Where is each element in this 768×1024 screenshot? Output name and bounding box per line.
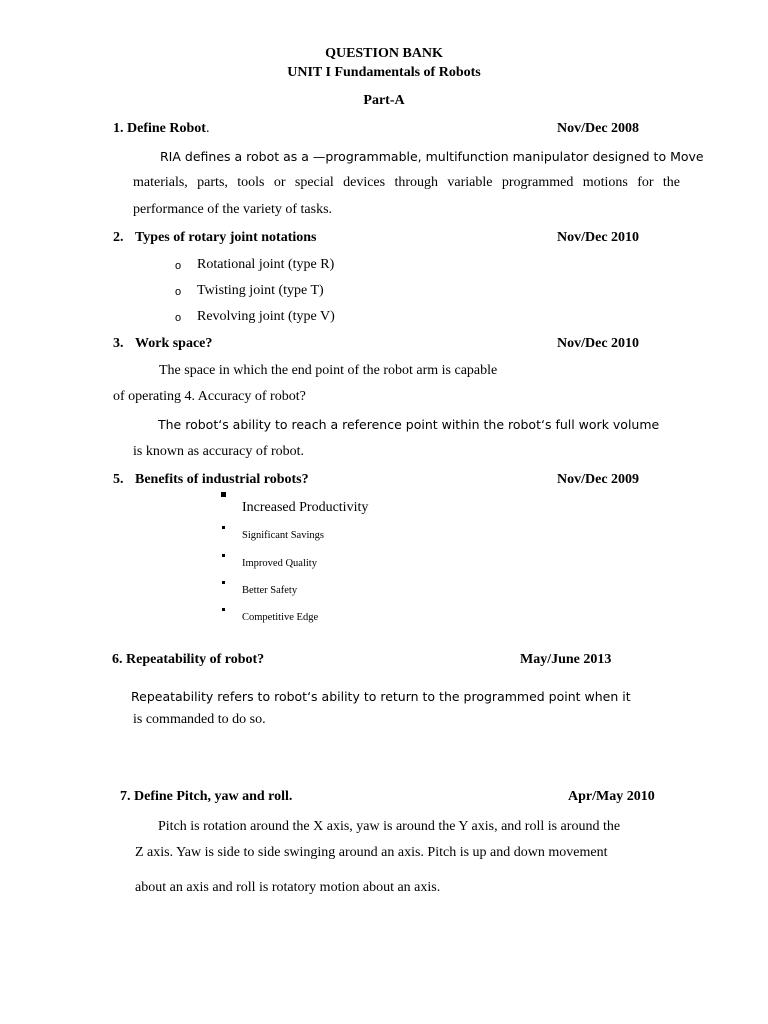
- answer-1-line-3: performance of the variety of tasks.: [133, 202, 333, 217]
- circle-bullet-icon: o: [175, 260, 182, 272]
- answer-1-line-1: RIA defines a robot as a —programmable, multifunction manipulator designed to Move: [160, 149, 704, 164]
- benefit-item: Improved Quality: [242, 558, 317, 569]
- square-bullet-icon: [222, 581, 225, 584]
- question-6-date: May/June 2013: [520, 652, 612, 667]
- question-2-date: Nov/Dec 2010: [557, 230, 640, 245]
- list-item: Twisting joint (type T): [197, 283, 324, 298]
- question-title: Define Robot: [127, 121, 206, 136]
- square-bullet-icon: [222, 526, 225, 529]
- question-5-date: Nov/Dec 2009: [557, 472, 640, 487]
- benefit-item: Increased Productivity: [242, 500, 369, 515]
- question-2-number: 2.: [113, 230, 124, 245]
- question-5-number: 5.: [113, 472, 124, 487]
- square-bullet-icon: [222, 554, 225, 557]
- question-3-title: Work space?: [135, 336, 213, 351]
- list-item: Revolving joint (type V): [197, 309, 335, 324]
- question-1-date: Nov/Dec 2008: [557, 121, 640, 136]
- question-7-title: 7. Define Pitch, yaw and roll.: [120, 789, 293, 804]
- question-1-heading: [113, 121, 209, 137]
- question-3-number: 3.: [113, 336, 124, 351]
- answer-7-line-1: Pitch is rotation around the X axis, yaw is around the Y axis, and roll is around the: [158, 819, 621, 834]
- square-bullet-icon: [221, 492, 226, 497]
- square-bullet-icon: [222, 608, 225, 611]
- question-6-title: 6. Repeatability of robot?: [112, 652, 265, 667]
- unit-title: UNIT I Fundamentals of Robots: [287, 65, 481, 80]
- answer-7-line-3: about an axis and roll is rotatory motion about an axis.: [135, 880, 441, 895]
- part-title: Part-A: [363, 93, 405, 108]
- answer-4-line-2: is known as accuracy of robot.: [133, 444, 305, 459]
- answer-3-line-1: The space in which the end point of the robot arm is capable: [159, 363, 498, 378]
- answer-6-line-1: Repeatability refers to robot‘s ability to return to the programmed point when it: [131, 689, 631, 704]
- doc-title: QUESTION BANK: [325, 46, 443, 61]
- circle-bullet-icon: o: [175, 312, 182, 324]
- benefit-item: Competitive Edge: [242, 612, 319, 623]
- answer-7-line-2: Z axis. Yaw is side to side swinging around an axis. Pitch is up and down movement: [135, 845, 608, 860]
- benefit-item: Better Safety: [242, 585, 298, 596]
- question-2-title: Types of rotary joint notations: [135, 230, 317, 245]
- answer-3-line-2: of operating 4. Accuracy of robot?: [113, 389, 306, 404]
- benefit-item: Significant Savings: [242, 530, 324, 541]
- question-7-date: Apr/May 2010: [568, 789, 655, 804]
- question-number: 1.: [113, 121, 124, 136]
- answer-6-line-2: is commanded to do so.: [133, 712, 266, 727]
- question-5-title: Benefits of industrial robots?: [135, 472, 309, 487]
- list-item: Rotational joint (type R): [197, 257, 335, 272]
- answer-1-line-2: materials, parts, tools or special devices through variable programmed motions for the: [133, 175, 680, 190]
- question-title-dot: .: [205, 121, 210, 136]
- answer-4-line-1: The robot‘s ability to reach a reference point within the robot‘s full work volume: [158, 417, 660, 432]
- question-3-date: Nov/Dec 2010: [557, 336, 640, 351]
- circle-bullet-icon: o: [175, 286, 182, 298]
